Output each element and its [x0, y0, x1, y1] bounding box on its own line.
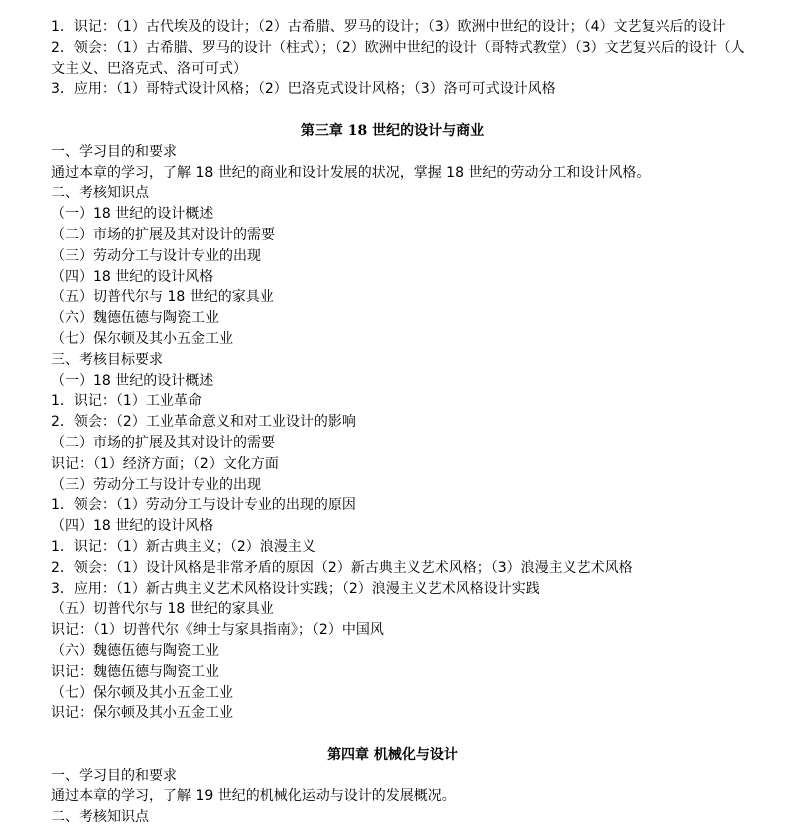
list-item: （三）劳动分工与设计专业的出现 [51, 247, 261, 264]
chapter-4-heading: 第四章 机械化与设计 [327, 746, 458, 763]
text-line: 识记：（1）切普代尔《绅士与家具指南》；（2）中国风 [51, 622, 384, 639]
list-item: （六）魏德伍德与陶瓷工业 [51, 310, 219, 327]
list-item: （一）18 世纪的设计概述 [51, 372, 214, 389]
text-line: 1．识记：（1）新古典主义；（2）浪漫主义 [51, 538, 316, 555]
blank-line [0, 100, 785, 121]
text-line: 2．领会：（2）工业革命意义和对工业设计的影响 [51, 414, 356, 431]
section-heading: 二、考核知识点 [51, 185, 149, 202]
list-item: （二）市场的扩展及其对设计的需要 [51, 434, 275, 451]
text-line: 识记：魏德伍德与陶瓷工业 [51, 663, 219, 680]
section-heading: 一、学习目的和要求 [51, 143, 177, 160]
section-heading: 一、学习目的和要求 [51, 767, 177, 784]
blank-line [0, 724, 785, 745]
text-line: 3．应用：（1）新古典主义艺术风格设计实践；（2）浪漫主义艺术风格设计实践 [51, 580, 540, 597]
list-item: （一）18 世纪的设计概述 [51, 206, 214, 223]
text-line: 识记：保尔顿及其小五金工业 [51, 705, 233, 722]
text-line: 1．识记：（1）工业革命 [51, 393, 202, 410]
list-item: （六）魏德伍德与陶瓷工业 [51, 642, 219, 659]
list-item: （四）18 世纪的设计风格 [51, 268, 214, 285]
text-line: 通过本章的学习，了解 18 世纪的商业和设计发展的状况，掌握 18 世纪的劳动分工和设计风格。 [51, 164, 651, 181]
text-line: 2．领会：（1）设计风格是非常矛盾的原因（2）新古典主义艺术风格；（3）浪漫主义艺术风格 [51, 559, 633, 576]
text-line: 2．领会：（1）古希腊、罗马的设计（柱式）；（2）欧洲中世纪的设计（哥特式教堂）（3）文艺复兴后的设计（人文主义、巴洛克式、洛可可式） [51, 39, 745, 77]
list-item: （三）劳动分工与设计专业的出现 [51, 476, 261, 493]
text-line: 1．识记：（1）古代埃及的设计；（2）古希腊、罗马的设计；（3）欧洲中世纪的设计；（4）文艺复兴后的设计 [51, 19, 726, 35]
list-item: （四）18 世纪的设计风格 [51, 518, 214, 535]
document-body [0, 17, 785, 828]
text-line: 通过本章的学习，了解 19 世纪的机械化运动与设计的发展概况。 [51, 788, 456, 805]
text-line: 1．领会：（1）劳动分工与设计专业的出现的原因 [51, 497, 356, 514]
list-item: （五）切普代尔与 18 世纪的家具业 [51, 289, 274, 306]
text-line: 识记：（1）经济方面；（2）文化方面 [51, 455, 279, 472]
list-item: （五）切普代尔与 18 世纪的家具业 [51, 601, 274, 618]
list-item: （七）保尔顿及其小五金工业 [51, 684, 233, 701]
list-item: （二）市场的扩展及其对设计的需要 [51, 226, 275, 243]
text-line: 3．应用：（1）哥特式设计风格；（2）巴洛克式设计风格；（3）洛可可式设计风格 [51, 81, 556, 98]
section-heading: 二、考核知识点 [51, 809, 149, 826]
list-item: （七）保尔顿及其小五金工业 [51, 330, 233, 347]
section-heading: 三、考核目标要求 [51, 351, 163, 368]
chapter-3-heading: 第三章 18 世纪的设计与商业 [300, 122, 485, 139]
